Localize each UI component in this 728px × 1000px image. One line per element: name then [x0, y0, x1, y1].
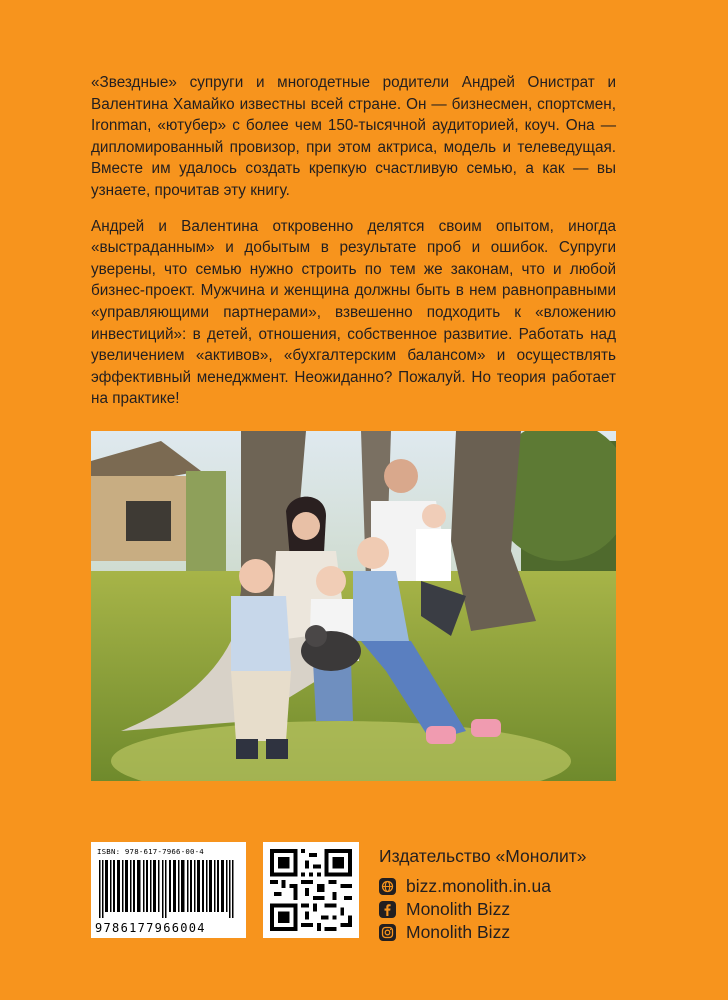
- publisher-website-text: bizz.monolith.in.ua: [406, 876, 551, 896]
- barcode-digits: 9786177966004: [95, 921, 206, 935]
- publisher-block: [379, 845, 659, 944]
- back-cover-description: [91, 72, 616, 424]
- isbn-label: ISBN: 978-617-7966-00-4: [97, 847, 204, 856]
- qr-code: [263, 842, 359, 938]
- publisher-facebook[interactable]: [379, 898, 659, 921]
- publisher-title: Издательство «Монолит»: [379, 846, 587, 866]
- globe-icon: [379, 878, 396, 895]
- barcode-bars: [99, 860, 238, 918]
- family-photo: [91, 431, 616, 781]
- facebook-icon: [379, 901, 396, 918]
- publisher-instagram-text: Monolith Bizz: [406, 922, 511, 942]
- isbn-barcode: [91, 842, 246, 938]
- description-paragraph-1: «Звездные» супруги и многодетные родители Андрей Онистрат и Валентина Хамайко известны всей стране. Он — бизнесмен, спортсмен, Ironman, «ютубер» с более чем 150-тысячной аудиторией, коуч. Она — дипломированный провизор, при этом актриса, модель и телеведущая. Вместе им удалось создать крепкую счастливую семью, а как — вы узнаете, прочитав эту книгу.: [91, 74, 616, 199]
- publisher-website[interactable]: [379, 875, 659, 898]
- instagram-icon: [379, 924, 396, 941]
- publisher-instagram[interactable]: [379, 921, 659, 944]
- description-paragraph-2: Андрей и Валентина откровенно делятся своим опытом, иногда «выстраданным» и добытым в результате проб и ошибок. Супруги уверены, что семью нужно строить по тем же законам, что и любой бизнес-проект. Мужчина и женщина должны быть в нем равноправными «управляющими партнерами», взвешенно подходить к «вложению инвестиций»: в детей, отношения, собственное развитие. Работать над увеличением «активов», «бухгалтерским балансом» и осуществлять эффективный менеджмент. Неожиданно? Пожалуй. Но теория работает на практике!: [91, 217, 616, 408]
- publisher-facebook-text: Monolith Bizz: [406, 899, 511, 919]
- qr-code-pattern: [270, 849, 352, 931]
